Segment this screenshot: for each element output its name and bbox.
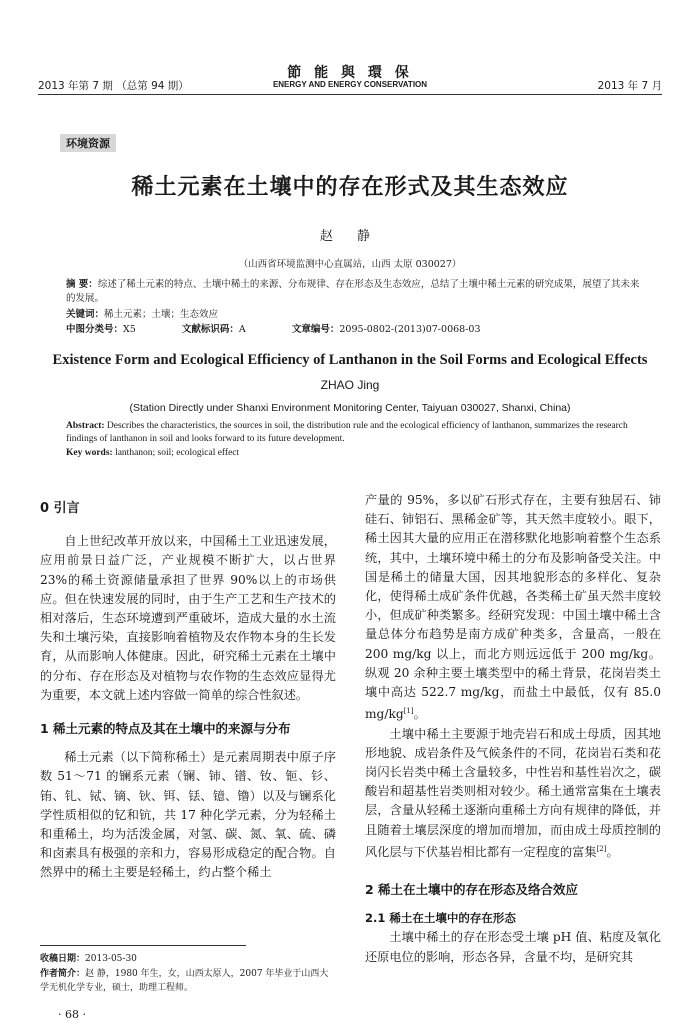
paragraph: 土壤中稀土的存在形态受土壤 pH 值、粘度及氧化还原电位的影响，形态各异，含量不均，是研究其 — [365, 930, 661, 964]
page-number: · 68 · — [58, 1008, 86, 1021]
affiliation-en: (Station Directly under Shanxi Environment Monitoring Center, Taiyuan 030027, Shanxi, China) — [129, 402, 571, 414]
abstract-en-text: Describes the characteristics, the sources in soil, the distribution rule and the ecological efficiency of lanthanon, summarizes the research findings of lanthanon in soil and looks forward to its future development. — [66, 421, 628, 444]
subsection-heading-2-1: 2.1 稀土在土壤中的存在形态 — [365, 911, 516, 926]
section-heading-1: 1 稀土元素的特点及其在土壤中的来源与分布 — [40, 721, 291, 737]
abstract-cn — [66, 278, 640, 306]
title-en: Existence Form and Ecological Efficiency of Lanthanon in the Soil Forms and Ecological Effects — [52, 352, 648, 368]
body-column-left — [40, 499, 336, 883]
citation-ref: [2] — [596, 844, 607, 853]
author-bio-label: 作者简介： — [40, 969, 86, 979]
author-affiliation: （山西省环境监测中心直属站，山西 太原 030027） — [238, 259, 462, 270]
paragraph-end: 。 — [413, 707, 426, 722]
keywords-cn — [66, 308, 640, 322]
paragraph — [365, 725, 661, 862]
classification-line — [66, 323, 640, 337]
abstract-text: 综述了稀土元素的特点、土壤中稀土的来源、分布规律、存在形态及生态效应，总结了土壤中稀土元素的研究成果，展望了其未来的发展。 — [66, 279, 640, 304]
author-bio — [40, 967, 336, 995]
page-title: 稀土元素在土壤中的存在形式及其生态效应 — [131, 175, 569, 200]
keywords-text: 稀土元素；土壤；生态效应 — [104, 309, 219, 320]
abstract-en — [66, 420, 640, 446]
clc-value: X5 — [123, 324, 136, 335]
footnote-rule — [40, 945, 246, 946]
author-name: 赵 静 — [319, 229, 381, 244]
paragraph-end: 。 — [606, 844, 619, 859]
clc-label: 中图分类号： — [66, 324, 124, 335]
article-no-value: 2095-0802-(2013)07-0068-03 — [339, 324, 481, 335]
journal-title-en: ENERGY AND ENERGY CONSERVATION — [272, 80, 428, 89]
keywords-en — [66, 448, 640, 458]
journal-title-cn: 節 能 與 環 保 — [287, 65, 413, 81]
issue-info: 2013 年第 7 期 （总第 94 期） — [38, 80, 189, 92]
received-value: 2013-05-30 — [85, 954, 137, 964]
keywords-en-text: lanthanon; soil; ecological effect — [115, 448, 240, 458]
abstract-label: 摘 要： — [66, 279, 98, 290]
received-label: 收稿日期： — [40, 954, 86, 964]
header-rule — [38, 94, 662, 95]
paragraph: 自上世纪改革开放以来，中国稀土工业迅速发展，应用前景日益广泛，产业规模不断扩大，以占世界 23%的稀土资源储量承担了世界 90%以上的市场供应。但在快速发展的同时，由于生产工艺和生产技术的相对落后，生态环境遭到严重破坏，造成大量的水土流失和土壤污染，直接影响着植物及农作物本身的生长发育，从而影响人体健康。因此，研究稀土元素在土壤中的分布、存在形态及对植物与农作物的生态效应显得尤为重要，本文就上述内容做一简单的综合性叙述。 — [40, 534, 336, 702]
issue-date: 2013 年 7 月 — [597, 80, 662, 92]
paragraph-text: 产量的 95%，多以矿石形式存在，主要有独居石、铈硅石、铈铝石、黑稀金矿等，其天然丰度较小。眼下，稀土因其大量的应用正在潜移默化地影响着整个生态系统，其中，土壤环境中稀土的分布及影响备受关注。中国是稀土的储量大国，因其地貌形态的多样化、复杂化，使得稀土成矿条件优越，各类稀土矿虽天然丰度较小，但成矿种类繁多。经研究发现：中国土壤中稀土含量总体分布趋势是南方成矿种类多，含量高，一般在 200 mg/kg 以上，而北方则远远低于 200 mg/kg。纵观 20 余种主要土壤类型中的稀土背景，花岗岩类土壤中高达 522.7 mg/kg，而盐土中最低，仅有 85.0 mg/kg — [365, 493, 661, 722]
paragraph-text: 土壤中稀土主要源于地壳岩石和成土母质，因其地形地貌、成岩条件及气候条件的不同，花岗岩石类和花岗闪长岩类中稀土含量较多，中性岩和基性岩次之，碳酸岩和超基性岩类则相对较少。稀土通常富集在土壤表层，含量从轻稀土逐渐向重稀土方向有规律的降低，并且随着土壤层深度的增加而增加，而由成土母质控制的风化层与下伏基岩相比都有一定程度的富集 — [365, 726, 661, 859]
section-heading-0: 0 引言 — [40, 501, 80, 516]
paragraph — [365, 491, 661, 725]
paragraph: 稀土元素（以下简称稀土）是元素周期表中原子序数 51～71 的镧系元素（镧、铈、镨、钕、钷、钐、铕、钆、铽、镝、钬、铒、铥、镱、镥）以及与镧系化学性质相似的钇和钪，共 17 种化学元素，分为轻稀土和重稀土，均为活泼金属，对氢、碳、氮、氧、硫、磷和卤素具有极强的亲和力，容易形成稳定的配合物。自然界中的稀土主要是轻稀土，约占整个稀土 — [40, 750, 336, 880]
abstract-en-label: Abstract: — [66, 421, 105, 431]
section-tag: 环境资源 — [60, 134, 116, 152]
keywords-label: 关键词： — [66, 309, 105, 320]
received-date — [40, 952, 336, 966]
body-column-right — [365, 491, 661, 967]
doc-code-value: A — [238, 324, 246, 335]
article-no-label: 文章编号： — [291, 324, 340, 335]
keywords-en-label: Key words: — [66, 448, 113, 458]
citation-ref: [1] — [403, 707, 414, 716]
author-en: ZHAO Jing — [320, 378, 380, 392]
author-bio-text: 赵 静，1980 年生，女，山西太原人，2007 年毕业于山西大学无机化学专业，硕士，助理工程师。 — [40, 969, 329, 993]
doc-code-label: 文献标识码： — [181, 324, 239, 335]
section-heading-2: 2 稀土在土壤中的存在形态及络合效应 — [365, 881, 579, 897]
